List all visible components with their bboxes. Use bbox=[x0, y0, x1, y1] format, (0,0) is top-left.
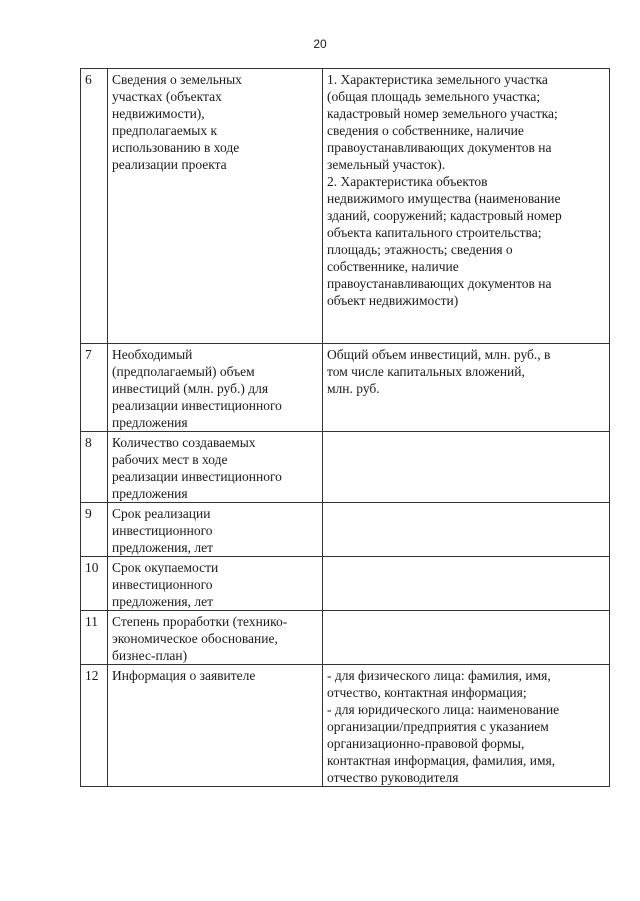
row-value-cell bbox=[323, 557, 610, 611]
label-line: Степень проработки (технико- bbox=[112, 614, 288, 629]
label-line: предложения bbox=[112, 415, 188, 430]
value-line: объект недвижимости) bbox=[327, 293, 459, 308]
value-line: отчество руководителя bbox=[327, 770, 459, 785]
value-line: площадь; этажность; сведения о bbox=[327, 242, 513, 257]
value-line: млн. руб. bbox=[327, 381, 380, 396]
label-line: реализации инвестиционного bbox=[112, 469, 282, 484]
row-number: 10 bbox=[81, 557, 108, 611]
row-number: 9 bbox=[81, 503, 108, 557]
value-line: - для юридического лица: наименование bbox=[327, 702, 560, 717]
value-line: том числе капитальных вложений, bbox=[327, 364, 525, 379]
row-value-cell bbox=[323, 344, 610, 432]
label-line: Срок реализации bbox=[112, 506, 211, 521]
value-line: организационно-правовой формы, bbox=[327, 736, 525, 751]
investment-info-table bbox=[80, 68, 610, 787]
label-line: предложения bbox=[112, 486, 188, 501]
row-value-cell bbox=[323, 69, 610, 344]
row-label-cell bbox=[108, 611, 323, 665]
row-number: 11 bbox=[81, 611, 108, 665]
value-line: - для физического лица: фамилия, имя, bbox=[327, 668, 551, 683]
table-row bbox=[81, 432, 610, 503]
label-line: бизнес-план) bbox=[112, 648, 188, 663]
label-line: реализации проекта bbox=[112, 157, 227, 172]
value-line: кадастровый номер земельного участка; bbox=[327, 106, 558, 121]
row-label-cell bbox=[108, 344, 323, 432]
label-line: инвестиционного bbox=[112, 577, 213, 592]
label-line: участках (объектах bbox=[112, 89, 222, 104]
value-line: отчество, контактная информация; bbox=[327, 685, 527, 700]
value-line: правоустанавливающих документов на bbox=[327, 276, 552, 291]
label-line: предложения, лет bbox=[112, 594, 213, 609]
label-line: Количество создаваемых bbox=[112, 435, 256, 450]
table-row bbox=[81, 557, 610, 611]
label-line: предложения, лет bbox=[112, 540, 213, 555]
value-line: объекта капитального строительства; bbox=[327, 225, 542, 240]
value-line: 1. Характеристика земельного участка bbox=[327, 72, 548, 87]
table-row bbox=[81, 503, 610, 557]
row-value-cell bbox=[323, 432, 610, 503]
value-line: (общая площадь земельного участка; bbox=[327, 89, 541, 104]
page-number: 20 bbox=[313, 37, 327, 51]
label-line: реализации инвестиционного bbox=[112, 398, 282, 413]
row-label-cell bbox=[108, 69, 323, 344]
value-line: собственнике, наличие bbox=[327, 259, 459, 274]
table-row bbox=[81, 69, 610, 344]
row-label-cell bbox=[108, 557, 323, 611]
value-line: контактная информация, фамилия, имя, bbox=[327, 753, 556, 768]
row-value-cell bbox=[323, 503, 610, 557]
label-line: Срок окупаемости bbox=[112, 560, 219, 575]
row-label-cell bbox=[108, 503, 323, 557]
table-row bbox=[81, 611, 610, 665]
row-value-cell bbox=[323, 611, 610, 665]
row-number: 12 bbox=[81, 665, 108, 787]
value-line: правоустанавливающих документов на bbox=[327, 140, 552, 155]
value-line: организации/предприятия с указанием bbox=[327, 719, 549, 734]
row-label-cell bbox=[108, 432, 323, 503]
label-line: использованию в ходе bbox=[112, 140, 240, 155]
value-line: земельный участок). bbox=[327, 157, 446, 172]
value-line: зданий, сооружений; кадастровый номер bbox=[327, 208, 562, 223]
value-line: Общий объем инвестиций, млн. руб., в bbox=[327, 347, 551, 362]
row-number: 8 bbox=[81, 432, 108, 503]
row-number: 6 bbox=[81, 69, 108, 344]
table-row bbox=[81, 344, 610, 432]
label-line: инвестиций (млн. руб.) для bbox=[112, 381, 269, 396]
label-line: экономическое обоснование, bbox=[112, 631, 278, 646]
row-value-cell bbox=[323, 665, 610, 787]
label-line: предполагаемых к bbox=[112, 123, 218, 138]
value-line: недвижимого имущества (наименование bbox=[327, 191, 561, 206]
label-line: Информация о заявителе bbox=[112, 668, 256, 683]
label-line: инвестиционного bbox=[112, 523, 213, 538]
row-number: 7 bbox=[81, 344, 108, 432]
table-row bbox=[81, 665, 610, 787]
value-line: сведения о собственнике, наличие bbox=[327, 123, 524, 138]
label-line: (предполагаемый) объем bbox=[112, 364, 255, 379]
value-line: 2. Характеристика объектов bbox=[327, 174, 488, 189]
label-line: Необходимый bbox=[112, 347, 193, 362]
label-line: Сведения о земельных bbox=[112, 72, 242, 87]
label-line: рабочих мест в ходе bbox=[112, 452, 228, 467]
label-line: недвижимости), bbox=[112, 106, 205, 121]
row-label-cell bbox=[108, 665, 323, 787]
